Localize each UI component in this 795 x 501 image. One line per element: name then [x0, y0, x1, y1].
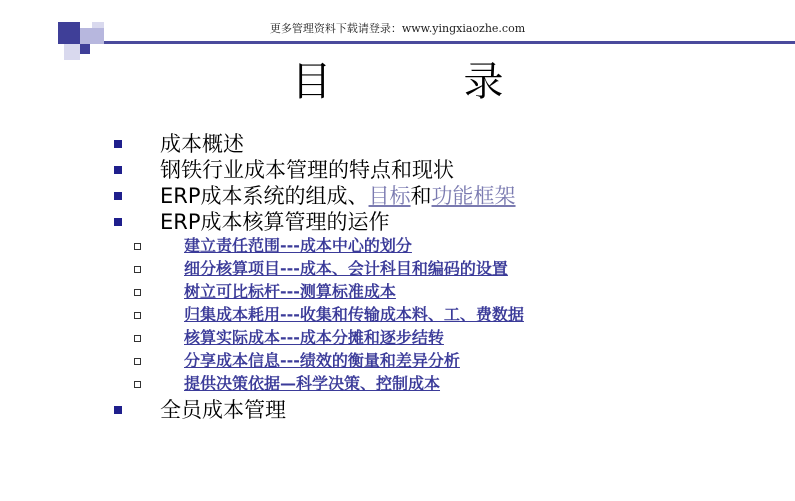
- hollow-bullet-icon: [134, 243, 141, 250]
- sub-link[interactable]: 归集成本耗用---收集和传输成本料、工、费数据: [184, 305, 524, 324]
- square-bullet-icon: [114, 406, 122, 414]
- sub-list-item: [134, 235, 412, 257]
- list-item: ERP成本核算管理的运作: [114, 209, 390, 235]
- sub-link[interactable]: 树立可比标杆---测算标准成本: [184, 282, 396, 301]
- link-function-framework[interactable]: 功能框架: [431, 184, 516, 208]
- list-item: 钢铁行业成本管理的特点和现状: [114, 157, 454, 183]
- square-bullet-icon: [114, 192, 122, 200]
- square-bullet-icon: [114, 140, 122, 148]
- sub-list-item: [134, 258, 508, 280]
- sub-link[interactable]: 建立责任范围---成本中心的划分: [184, 236, 412, 255]
- link-goal[interactable]: 目标: [368, 184, 411, 208]
- list-item: ERP成本系统的组成、 目标 和 功能框架: [114, 183, 516, 209]
- sub-list-item: [134, 327, 444, 349]
- sub-link[interactable]: 分享成本信息---绩效的衡量和差异分析: [184, 351, 460, 370]
- sub-link[interactable]: 核算实际成本---成本分摊和逐步结转: [184, 328, 444, 347]
- sub-list-item: [134, 281, 396, 303]
- hollow-bullet-icon: [134, 266, 141, 273]
- hollow-bullet-icon: [134, 289, 141, 296]
- sub-list-item: [134, 373, 440, 395]
- hollow-bullet-icon: [134, 358, 141, 365]
- square-bullet-icon: [114, 166, 122, 174]
- page-title: 目录: [291, 59, 636, 105]
- square-bullet-icon: [114, 218, 122, 226]
- hollow-bullet-icon: [134, 381, 141, 388]
- list-item: 成本概述: [114, 131, 244, 157]
- header-note: 更多管理资料下载请登录：www.yingxiaozhe.com: [269, 22, 526, 35]
- hollow-bullet-icon: [134, 335, 141, 342]
- hollow-bullet-icon: [134, 312, 141, 319]
- sub-list-item: [134, 350, 460, 372]
- sub-link[interactable]: 细分核算项目---成本、会计科目和编码的设置: [184, 259, 508, 278]
- list-item: 全员成本管理: [114, 397, 286, 423]
- sub-list-item: [134, 304, 524, 326]
- sub-link[interactable]: 提供决策依据—科学决策、控制成本: [184, 374, 441, 393]
- header-divider: [104, 41, 795, 44]
